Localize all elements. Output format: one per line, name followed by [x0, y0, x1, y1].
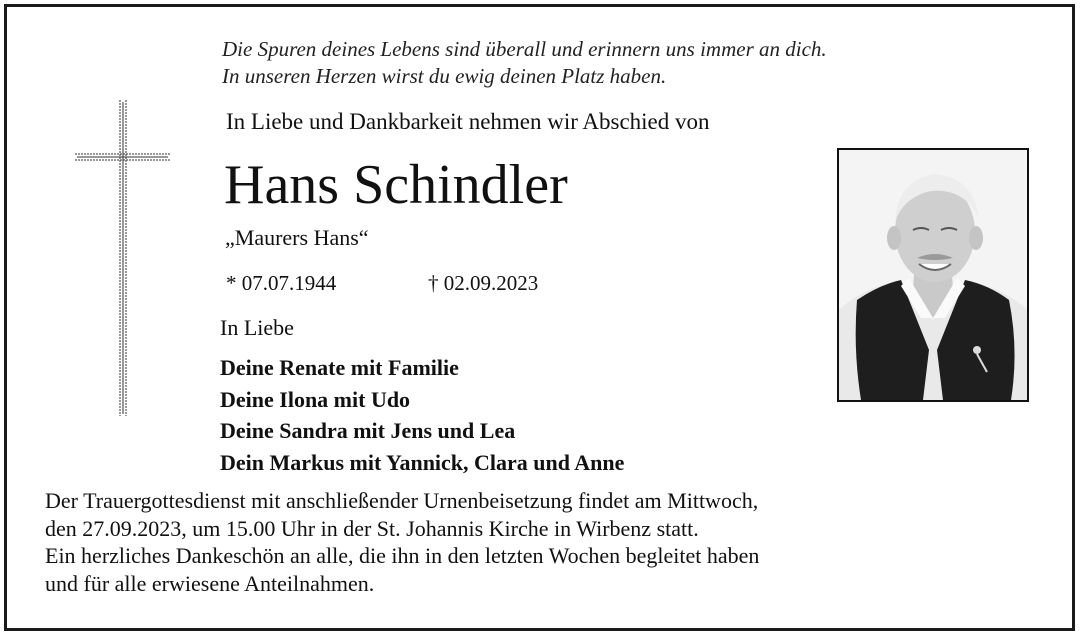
portrait-illustration: [839, 150, 1027, 400]
service-line-2: den 27.09.2023, um 15.00 Uhr in der St. Johannis Kirche in Wirbenz statt.: [45, 515, 699, 541]
portrait-photo: [837, 148, 1029, 402]
mourner-line: Dein Markus mit Yannick, Clara und Anne: [220, 449, 625, 475]
quote-line-1: Die Spuren deines Lebens sind überall und erinnern uns immer an dich.: [222, 37, 827, 61]
farewell-intro: In Liebe und Dankbarkeit nehmen wir Abschied von: [226, 109, 710, 134]
quote-line-2: In unseren Herzen wirst du ewig deinen Platz haben.: [222, 64, 667, 88]
service-line-4: und für alle erwiesene Anteilnahmen.: [45, 570, 375, 596]
mourner-line: Deine Ilona mit Udo: [220, 386, 411, 412]
mourners-list: [220, 352, 624, 478]
birth-date: * 07.07.1944: [226, 271, 337, 295]
memorial-quote: [222, 36, 827, 90]
deceased-nickname: „Maurers Hans“: [225, 225, 369, 250]
service-information: [45, 487, 759, 597]
mourner-line: Deine Renate mit Familie: [220, 355, 459, 380]
mourner-line: Deine Sandra mit Jens und Lea: [220, 418, 516, 443]
cross-icon: [72, 100, 172, 416]
service-line-3: Ein herzliches Dankeschön an alle, die ihn in den letzten Wochen begleitet haben: [45, 543, 760, 568]
service-line-1: Der Trauergottesdienst mit anschließender Urnenbeisetzung findet am Mittwoch,: [45, 488, 759, 513]
death-date: † 02.09.2023: [428, 271, 539, 295]
deceased-name: Hans Schindler: [224, 154, 568, 216]
mourners-intro: In Liebe: [220, 315, 294, 340]
